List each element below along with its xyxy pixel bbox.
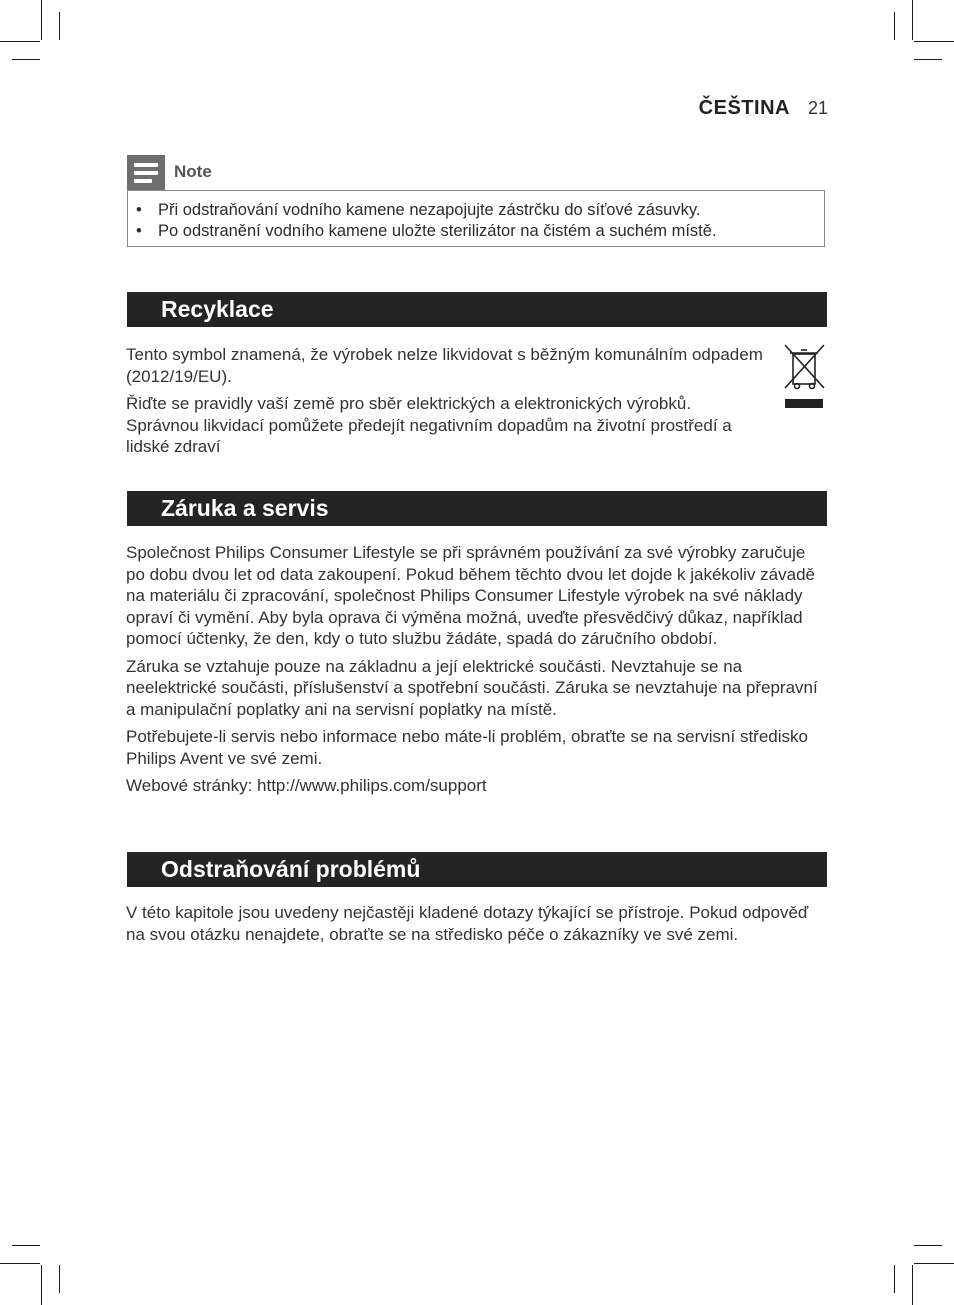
section-title: Recyklace xyxy=(161,296,274,322)
crossed-out-wheelie-bin-icon xyxy=(782,342,828,410)
warranty-text xyxy=(126,542,818,803)
note-list xyxy=(136,200,717,242)
section-title: Odstraňování problémů xyxy=(161,856,421,882)
paragraph: Potřebujete-li servis nebo informace nebo máte-li problém, obraťte se na servisní středisko Philips Avent ve své zemi. xyxy=(126,727,808,768)
crop-mark xyxy=(912,1265,913,1305)
note-item xyxy=(136,221,717,242)
paragraph: Tento symbol znamená, že výrobek nelze likvidovat s běžným komunálním odpadem (2012/19/EU). xyxy=(126,345,763,386)
crop-mark xyxy=(914,1263,954,1264)
crop-mark xyxy=(914,41,954,42)
page-header xyxy=(699,97,828,120)
crop-mark xyxy=(894,12,895,40)
crop-mark xyxy=(912,0,913,40)
note-item-text: Při odstraňování vodního kamene nezapojujte zástrčku do síťové zásuvky. xyxy=(158,201,701,219)
recycling-text xyxy=(126,344,766,464)
bullet: • xyxy=(136,222,142,240)
crop-mark xyxy=(914,1245,942,1246)
paragraph: Webové stránky: http://www.philips.com/support xyxy=(126,776,487,795)
crop-mark xyxy=(894,1265,895,1293)
page-number: 21 xyxy=(807,98,828,118)
paragraph: Společnost Philips Consumer Lifestyle se při správném používání za své výrobky zaručuje po dobu dvou let od data zakoupení. Pokud během těchto dvou let dojde k jakékoliv závadě na materiálu či zpracování, společnost Philips Consumer Lifestyle výrobek na své náklady opraví či vymění. Aby byla oprava či výměna možná, uveďte přesvědčivý důkaz, například pomocí účtenky, že den, kdy o tuto službu žádáte, spadá do záručního období. xyxy=(126,543,815,648)
bullet: • xyxy=(136,201,142,219)
crop-mark xyxy=(914,59,942,60)
crop-mark xyxy=(12,1245,40,1246)
language-label: ČEŠTINA xyxy=(698,97,790,119)
crop-mark xyxy=(0,41,40,42)
section-header-recycling xyxy=(127,292,827,327)
section-header-warranty xyxy=(127,491,827,526)
note-box xyxy=(127,190,825,247)
section-title: Záruka a servis xyxy=(161,495,329,521)
note-label: Note xyxy=(174,162,212,181)
crop-mark xyxy=(12,59,40,60)
crop-mark xyxy=(0,1263,40,1264)
crop-mark xyxy=(59,12,60,40)
note-icon xyxy=(127,155,165,190)
troubleshooting-text xyxy=(126,902,818,951)
crop-mark xyxy=(41,1265,42,1305)
crop-mark xyxy=(59,1265,60,1293)
paragraph: Záruka se vztahuje pouze na základnu a její elektrické součásti. Nevztahuje se na neelektrické součásti, příslušenství a spotřební součásti. Záruka se nevztahuje na přepravní a manipulační poplatky ani na servisní poplatky na místě. xyxy=(126,656,818,719)
crop-mark xyxy=(41,0,42,40)
section-header-troubleshooting xyxy=(127,852,827,887)
paragraph: Řiďte se pravidly vaší země pro sběr elektrických a elektronických výrobků. Správnou likvidací pomůžete předejít negativním dopadům na životní prostředí a lidské zdraví xyxy=(126,394,732,456)
note-item xyxy=(136,200,717,221)
note-item-text: Po odstranění vodního kamene uložte sterilizátor na čistém a suchém místě. xyxy=(158,222,717,240)
paragraph: V této kapitole jsou uvedeny nejčastěji kladené dotazy týkající se přístroje. Pokud odpověď na svou otázku nenajdete, obraťte se na středisko péče o zákazníky ve své zemi. xyxy=(126,903,809,944)
